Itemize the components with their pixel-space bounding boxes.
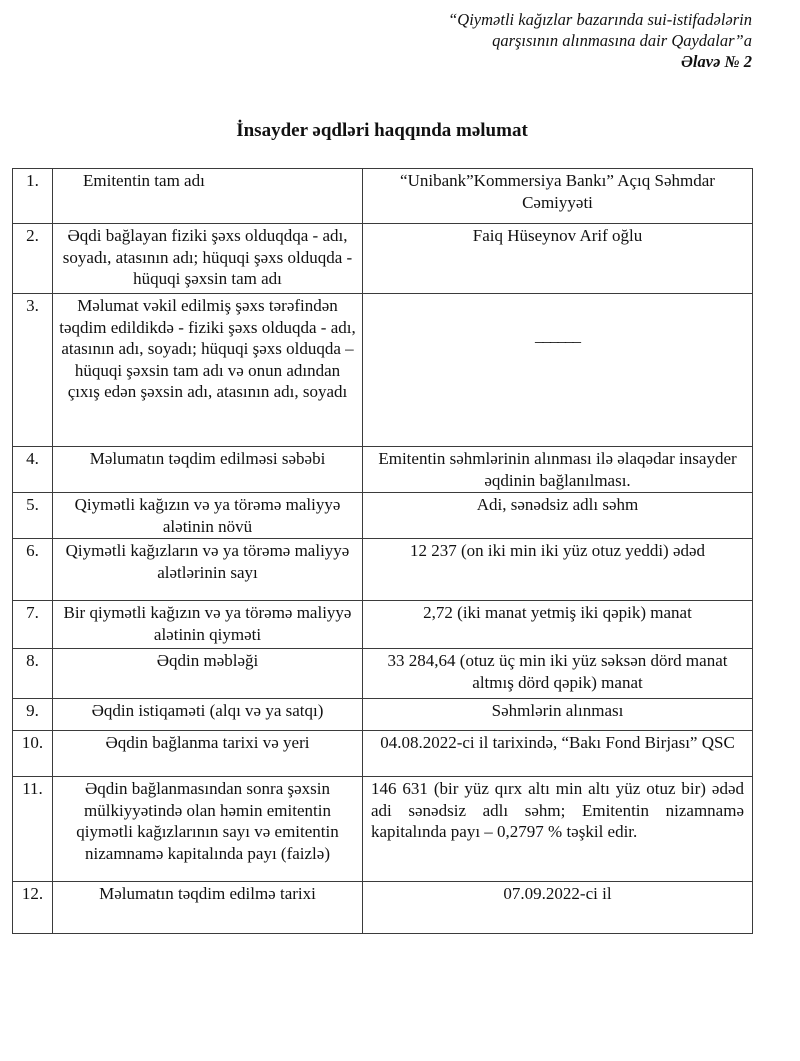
label-cell: Qiymətli kağızların və ya törəmə maliyyə alətlərinin sayı xyxy=(53,539,363,601)
header-line-1: “Qiymətli kağızlar bazarında sui-istifadələrin xyxy=(448,10,752,29)
table-row xyxy=(13,601,753,649)
page-title: İnsayder əqdləri haqqında məlumat xyxy=(236,120,528,141)
row-number-cell: 2. xyxy=(13,224,53,294)
document-header xyxy=(12,9,752,72)
value-cell: 07.09.2022-ci il xyxy=(363,882,753,934)
label-cell: Məlumat vəkil edilmiş şəxs tərəfindən təqdim edildikdə - fiziki şəxs olduqda - adı, atasının adı, soyadı; hüquqi şəxs olduqda – hüquqi şəxsin tam adı və onun adından çıxış edən şəxsin adı, atasının adı, soyadı xyxy=(53,294,363,447)
table-row xyxy=(13,731,753,777)
table-row xyxy=(13,882,753,934)
table-row xyxy=(13,224,753,294)
table-row xyxy=(13,447,753,493)
row-number-cell: 11. xyxy=(13,777,53,882)
header-line-3: Əlavə № 2 xyxy=(681,52,752,71)
value-cell: Adi, sənədsiz adlı səhm xyxy=(363,493,753,539)
label-cell: Əqdin istiqaməti (alqı və ya satqı) xyxy=(53,699,363,731)
row-number-cell: 8. xyxy=(13,649,53,699)
value-cell: “Unibank”Kommersiya Bankı” Açıq Səhmdar Cəmiyyəti xyxy=(363,169,753,224)
table-row xyxy=(13,539,753,601)
row-number-cell: 1. xyxy=(13,169,53,224)
row-number-cell: 12. xyxy=(13,882,53,934)
value-cell: 146 631 (bir yüz qırx altı min altı yüz otuz bir) ədəd adi sənədsiz adlı səhm; Emitentin nizamnamə kapitalında payı – 0,2797 % təşkil edir. xyxy=(363,777,753,882)
value-cell: 12 237 (on iki min iki yüz otuz yeddi) ədəd xyxy=(363,539,753,601)
label-cell: Əqdin bağlanmasından sonra şəxsin mülkiyyətində olan həmin emitentin qiymətli kağızlarının sayı və emitentin nizamnamə kapitalında payı (faizlə) xyxy=(53,777,363,882)
label-cell: Qiymətli kağızın və ya törəmə maliyyə alətinin növü xyxy=(53,493,363,539)
label-cell: Bir qiymətli kağızın və ya törəmə maliyyə alətinin qiyməti xyxy=(53,601,363,649)
row-number-cell: 3. xyxy=(13,294,53,447)
table-row xyxy=(13,493,753,539)
value-cell: 04.08.2022-ci il tarixində, “Bakı Fond Birjası” QSC xyxy=(363,731,753,777)
value-cell: Faiq Hüseynov Arif oğlu xyxy=(363,224,753,294)
row-number-cell: 7. xyxy=(13,601,53,649)
value-cell: 33 284,64 (otuz üç min iki yüz səksən dörd manat altmış dörd qəpik) manat xyxy=(363,649,753,699)
value-cell: 2,72 (iki manat yetmiş iki qəpik) manat xyxy=(363,601,753,649)
value-cell: ______ xyxy=(363,294,753,447)
table-row xyxy=(13,777,753,882)
label-cell: Emitentin tam adı xyxy=(53,169,363,224)
row-number-cell: 6. xyxy=(13,539,53,601)
label-cell: Əqdin məbləği xyxy=(53,649,363,699)
label-cell: Məlumatın təqdim edilməsi səbəbi xyxy=(53,447,363,493)
label-cell: Əqdi bağlayan fiziki şəxs olduqdqa - adı, soyadı, atasının adı; hüquqi şəxs olduqda - hüquqi şəxsin tam adı xyxy=(53,224,363,294)
label-cell: Məlumatın təqdim edilmə tarixi xyxy=(53,882,363,934)
table-row xyxy=(13,294,753,447)
table-row xyxy=(13,649,753,699)
value-cell: Səhmlərin alınması xyxy=(363,699,753,731)
row-number-cell: 10. xyxy=(13,731,53,777)
value-cell: Emitentin səhmlərinin alınması ilə əlaqədar insayder əqdinin bağlanılması. xyxy=(363,447,753,493)
label-cell: Əqdin bağlanma tarixi və yeri xyxy=(53,731,363,777)
insider-transactions-table xyxy=(12,168,753,934)
row-number-cell: 9. xyxy=(13,699,53,731)
table-row xyxy=(13,169,753,224)
row-number-cell: 5. xyxy=(13,493,53,539)
row-number-cell: 4. xyxy=(13,447,53,493)
table-row xyxy=(13,699,753,731)
header-line-2: qarşısının alınmasına dair Qaydalar”a xyxy=(492,31,752,50)
